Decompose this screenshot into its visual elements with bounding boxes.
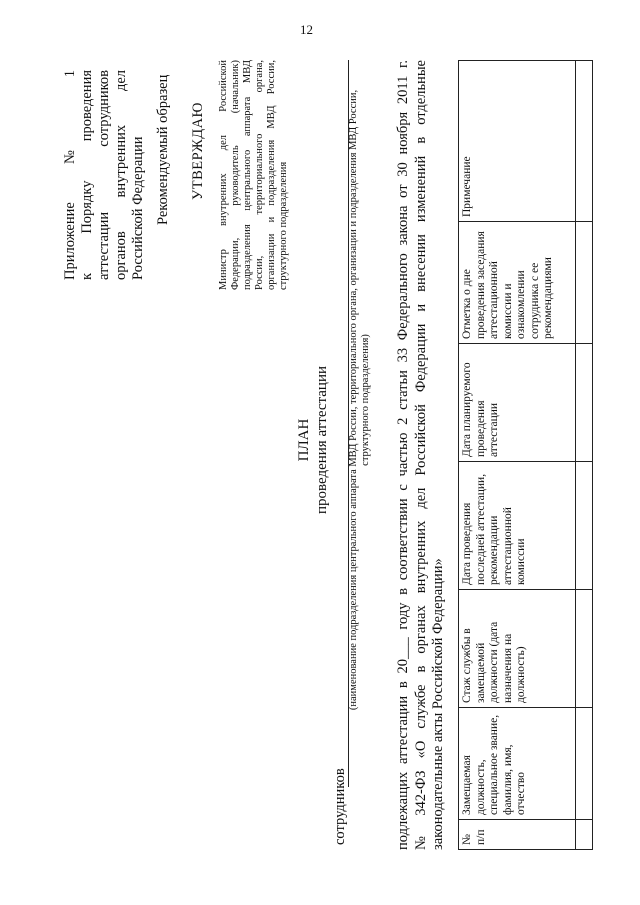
document-page bbox=[50, 60, 610, 850]
plan-title-main: ПЛАН bbox=[296, 418, 312, 462]
appendix-header bbox=[62, 70, 147, 280]
table-cell bbox=[576, 222, 593, 344]
approver-block bbox=[218, 60, 290, 290]
page-number: 12 bbox=[300, 22, 313, 37]
plan-table bbox=[458, 60, 593, 850]
column-header: Стаж службы в замещаемой должности (дата назначения на должность) bbox=[459, 590, 576, 708]
table-cell bbox=[576, 344, 593, 462]
plan-title bbox=[295, 330, 331, 550]
table-row bbox=[576, 61, 593, 850]
table-cell bbox=[576, 590, 593, 708]
appendix-line: Приложение № 1 bbox=[62, 70, 78, 280]
body-line: № 342-ФЗ «О службе в органах внутренних дел Российской Федерации и внесении изменений в отдельные bbox=[412, 60, 429, 850]
appendix-line: Российской Федерации bbox=[130, 136, 146, 280]
recommended-sample-label: Рекомендуемый образец bbox=[155, 74, 171, 225]
table-cell bbox=[576, 61, 593, 222]
body-line: подлежащих аттестации в 20___ году в соответствии с частью 2 статьи 33 Федерального закона от 30 ноября 2011 г. bbox=[395, 60, 411, 850]
approver-line: Министр внутренних дел Российской bbox=[218, 60, 229, 290]
table-header-row bbox=[459, 61, 576, 850]
plan-title-sub: проведения аттестации bbox=[314, 365, 330, 515]
column-header: Замещаемая должность, специальное звание, фамилия, имя, отчество bbox=[459, 708, 576, 820]
body-text bbox=[395, 60, 448, 850]
staff-line bbox=[332, 55, 349, 845]
table-cell bbox=[576, 708, 593, 820]
approver-line: Федерации, руководитель (начальник) bbox=[230, 60, 241, 290]
approve-heading: УТВЕРЖДАЮ bbox=[190, 102, 206, 200]
approver-line: подразделения центрального аппарата МВД bbox=[242, 60, 253, 290]
table-cell bbox=[576, 462, 593, 590]
column-header: Дата проведения последней аттестации, рекомендации аттестационной комиссии bbox=[459, 462, 576, 590]
approver-line: структурного подразделения bbox=[278, 161, 289, 290]
approver-line: организации и подразделения МВД России, bbox=[266, 60, 277, 290]
body-line: законодательные акты Российской Федерации» bbox=[430, 558, 446, 850]
appendix-line: органов внутренних дел bbox=[113, 70, 129, 280]
column-header: Примечание bbox=[459, 61, 576, 222]
approver-line: России, территориального органа, bbox=[254, 60, 265, 290]
appendix-line: аттестации сотрудников bbox=[96, 70, 112, 280]
table-cell bbox=[576, 820, 593, 850]
column-header: № п/п bbox=[459, 820, 576, 850]
column-header: Отметка о дне проведения заседания аттестационной комиссии и ознакомлении сотрудника с ее рекомендациями bbox=[459, 222, 576, 344]
unit-hint: (наименование подразделения центрального аппарата МВД России, территориального органа, организации и подразделения МВД России, структурного подразделения) bbox=[348, 89, 371, 711]
staff-label: сотрудников bbox=[332, 768, 348, 845]
appendix-line: к Порядку проведения bbox=[79, 70, 95, 280]
column-header: Дата планируемого проведения аттестации bbox=[459, 344, 576, 462]
